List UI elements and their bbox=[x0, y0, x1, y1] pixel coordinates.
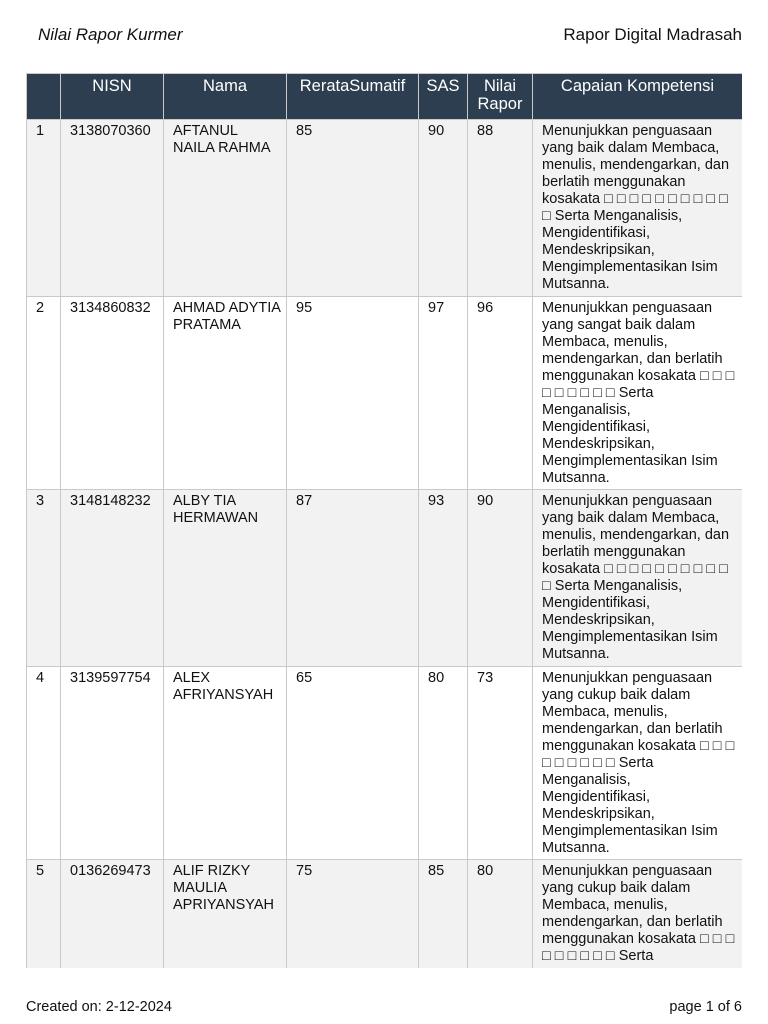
cell-nama: ALEX AFRIYANSYAH bbox=[164, 667, 287, 860]
cell-rerata-sumatif: 65 bbox=[287, 667, 419, 860]
cell-rerata-sumatif: 85 bbox=[287, 120, 419, 297]
cell-sas: 80 bbox=[419, 667, 468, 860]
table-row bbox=[27, 860, 743, 969]
page-footer bbox=[26, 997, 742, 1017]
cell-nilai-rapor: 80 bbox=[468, 860, 533, 969]
page-number: page 1 of 6 bbox=[669, 999, 742, 1015]
col-header-sas: SAS bbox=[419, 74, 468, 120]
app-title: Rapor Digital Madrasah bbox=[563, 25, 742, 44]
grades-table bbox=[26, 73, 742, 968]
col-header-nama: Nama bbox=[164, 74, 287, 120]
cell-nilai-rapor: 73 bbox=[468, 667, 533, 860]
cell-nisn: 3139597754 bbox=[61, 667, 164, 860]
cell-sas: 85 bbox=[419, 860, 468, 969]
cell-number: 3 bbox=[27, 490, 61, 667]
grades-table-container bbox=[26, 73, 742, 968]
table-row bbox=[27, 120, 743, 297]
col-header-nisn: NISN bbox=[61, 74, 164, 120]
cell-nisn: 0136269473 bbox=[61, 860, 164, 969]
cell-nisn: 3148148232 bbox=[61, 490, 164, 667]
col-header-capaian-kompetensi: Capaian Kompetensi bbox=[533, 74, 743, 120]
cell-number: 4 bbox=[27, 667, 61, 860]
col-header-nilai-rapor: Nilai Rapor bbox=[468, 74, 533, 120]
cell-number: 5 bbox=[27, 860, 61, 969]
cell-sas: 93 bbox=[419, 490, 468, 667]
col-header-number bbox=[27, 74, 61, 120]
page-header bbox=[38, 22, 742, 48]
report-title: Nilai Rapor Kurmer bbox=[38, 25, 183, 44]
cell-nama: ALBY TIA HERMAWAN bbox=[164, 490, 287, 667]
col-header-rerata-sumatif: RerataSumatif bbox=[287, 74, 419, 120]
cell-capaian-kompetensi: Menunjukkan penguasaan yang cukup baik dalam Membaca, menulis, mendengarkan, dan berlatih menggunakan kosakata □ □ □ □ □ □ □ □ □ Serta Menganalisis, Mengidentifikasi, Mendeskripsikan, Mengimplementasikan Isim Mutsanna. bbox=[533, 667, 743, 860]
cell-nama: AFTANUL NAILA RAHMA bbox=[164, 120, 287, 297]
cell-nilai-rapor: 88 bbox=[468, 120, 533, 297]
cell-nama: AHMAD ADYTIA PRATAMA bbox=[164, 297, 287, 490]
cell-rerata-sumatif: 87 bbox=[287, 490, 419, 667]
cell-rerata-sumatif: 75 bbox=[287, 860, 419, 969]
cell-number: 2 bbox=[27, 297, 61, 490]
cell-capaian-kompetensi: Menunjukkan penguasaan yang baik dalam Membaca, menulis, mendengarkan, dan berlatih menggunakan kosakata □ □ □ □ □ □ □ □ □ □ □ Serta Menganalisis, Mengidentifikasi, Mendeskripsikan, Mengimplementasikan Isim Mutsanna. bbox=[533, 120, 743, 297]
cell-capaian-kompetensi: Menunjukkan penguasaan yang sangat baik dalam Membaca, menulis, mendengarkan, dan berlatih menggunakan kosakata □ □ □ □ □ □ □ □ □ Serta Menganalisis, Mengidentifikasi, Mendeskripsikan, Mengimplementasikan Isim Mutsanna. bbox=[533, 297, 743, 490]
table-header-row bbox=[27, 74, 743, 120]
table-row bbox=[27, 297, 743, 490]
cell-number: 1 bbox=[27, 120, 61, 297]
created-date: Created on: 2-12-2024 bbox=[26, 999, 172, 1015]
cell-rerata-sumatif: 95 bbox=[287, 297, 419, 490]
cell-nilai-rapor: 90 bbox=[468, 490, 533, 667]
cell-capaian-kompetensi: Menunjukkan penguasaan yang baik dalam Membaca, menulis, mendengarkan, dan berlatih menggunakan kosakata □ □ □ □ □ □ □ □ □ □ □ Serta Menganalisis, Mengidentifikasi, Mendeskripsikan, Mengimplementasikan Isim Mutsanna. bbox=[533, 490, 743, 667]
cell-nilai-rapor: 96 bbox=[468, 297, 533, 490]
cell-sas: 90 bbox=[419, 120, 468, 297]
cell-nisn: 3134860832 bbox=[61, 297, 164, 490]
cell-nisn: 3138070360 bbox=[61, 120, 164, 297]
cell-capaian-kompetensi: Menunjukkan penguasaan yang cukup baik dalam Membaca, menulis, mendengarkan, dan berlatih menggunakan kosakata □ □ □ □ □ □ □ □ □ Serta bbox=[533, 860, 743, 969]
cell-nama: ALIF RIZKY MAULIA APRIYANSYAH bbox=[164, 860, 287, 969]
table-row bbox=[27, 490, 743, 667]
cell-sas: 97 bbox=[419, 297, 468, 490]
table-row bbox=[27, 667, 743, 860]
